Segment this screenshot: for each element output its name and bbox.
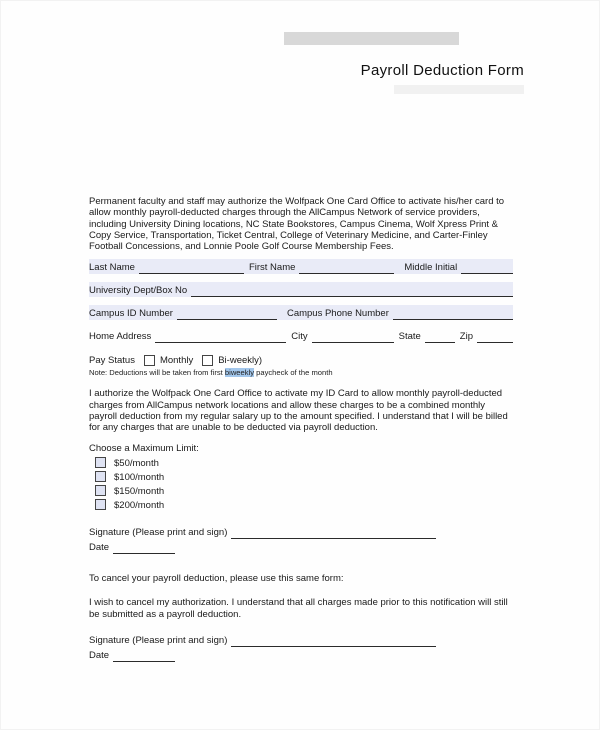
pay-status-label: Pay Status [89,355,135,367]
limit-checkbox-100[interactable] [95,471,106,482]
cancel-statement: I wish to cancel my authorization. I understand that all charges made prior to this notification will still be submitted as a payroll deduction. [89,597,508,620]
last-name-label: Last Name [89,262,135,274]
note-highlight: biweekly [224,368,255,378]
note-text-pre: Note: Deductions will be taken from first [89,368,225,378]
campus-row [89,305,513,320]
city-label: City [291,331,308,343]
pay-status-row [89,351,513,367]
limit-label-150: $150/month [114,485,165,497]
date-label: Date [89,541,110,553]
limit-option-row-50 [95,457,513,470]
limit-checkbox-50[interactable] [95,457,106,468]
authorization-signature-block [89,525,513,554]
monthly-checkbox[interactable] [144,355,155,366]
middle-initial-label: Middle Initial [404,262,458,274]
cancel-signature-input[interactable] [231,634,436,647]
page-title: Payroll Deduction Form [360,62,524,79]
note-text-post: paycheck of the month [254,368,333,378]
limit-label-50: $50/month [114,457,159,469]
cancel-signature-block [89,633,513,662]
zip-label: Zip [459,331,473,343]
date-input[interactable] [113,541,175,554]
limits-heading: Choose a Maximum Limit: [89,442,199,454]
limit-label-200: $200/month [114,499,165,511]
limit-label-100: $100/month [114,471,165,483]
cancel-date-label: Date [89,649,110,661]
limit-option-row-100 [95,471,513,484]
limit-option-row-150 [95,485,513,498]
signature-row [89,525,513,539]
date-row [89,540,513,554]
zip-input[interactable] [477,330,513,343]
state-label: State [398,331,421,343]
monthly-label: Monthly [159,355,194,367]
authorization-paragraph: I authorize the Wolfpack One Card Office to activate my ID Card to allow monthly payroll-deducted charges from AllCampus network locations and allow these charges to be a combined monthly payroll deduction from my regular salary up to the amount specified. I understand that I will be billed for any charges that are unable to be deducted via payroll deduction. [89,388,508,434]
cancel-instruction: To cancel your payroll deduction, please use this same form: [89,572,344,584]
biweekly-checkbox[interactable] [202,355,213,366]
redacted-subtitle-placeholder [394,85,524,94]
intro-paragraph: Permanent faculty and staff may authorize the Wolfpack One Card Office to activate his/her card to allow monthly payroll-deducted charges through the AllCampus Network of service providers, including University Dining locations, NC State Bookstores, Campus Cinema, Wolf Xpress Print & Copy Service, Transportation, Ticket Central, College of Veterinary Medicine, and Carter-Finley Football Concessions, and Lonnie Poole Golf Course Membership Fees. [89,196,505,253]
form-body [89,196,513,663]
university-dept-input[interactable] [191,284,513,297]
limit-checkbox-200[interactable] [95,499,106,510]
last-name-input[interactable] [139,261,244,274]
campus-phone-label: Campus Phone Number [286,308,389,320]
home-address-label: Home Address [89,331,152,343]
limit-checkbox-150[interactable] [95,485,106,496]
signature-label: Signature (Please print and sign) [89,526,228,538]
redacted-logo-placeholder [284,32,459,45]
cancel-signature-label: Signature (Please print and sign) [89,634,228,646]
city-input[interactable] [312,330,394,343]
name-row [89,259,513,274]
home-address-input[interactable] [155,330,286,343]
middle-initial-input[interactable] [461,261,513,274]
biweekly-label: Bi-weekly) [218,355,263,367]
dept-row [89,282,513,297]
deduction-note [89,368,513,377]
first-name-input[interactable] [299,261,394,274]
cancel-date-input[interactable] [113,649,175,662]
campus-phone-input[interactable] [393,307,513,320]
state-input[interactable] [425,330,455,343]
limit-option-row-200 [95,499,513,512]
campus-id-input[interactable] [177,307,277,320]
university-dept-label: University Dept/Box No [89,285,188,297]
address-row [89,328,513,343]
cancel-signature-row [89,633,513,647]
first-name-label: First Name [248,262,296,274]
campus-id-label: Campus ID Number [89,308,173,320]
signature-input[interactable] [231,526,436,539]
cancel-date-row [89,648,513,662]
